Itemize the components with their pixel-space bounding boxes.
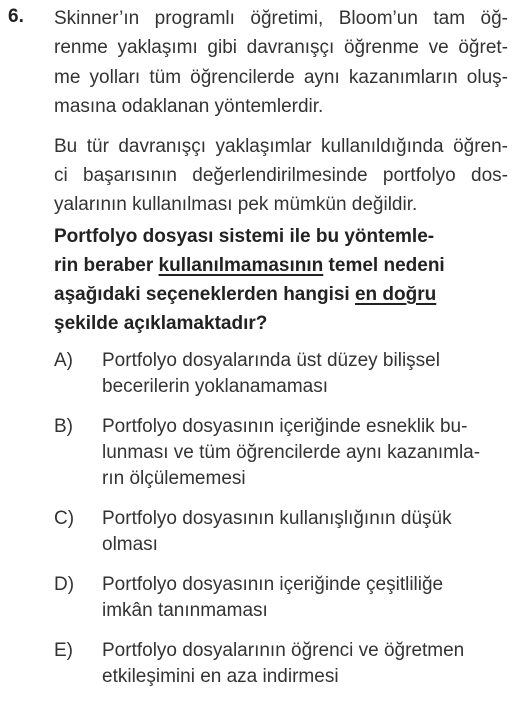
option-d[interactable] [54, 572, 508, 624]
question-body [54, 4, 508, 704]
stem-emphasis-underlined: en doğru [354, 283, 437, 305]
stem-text: rin beraber [54, 254, 159, 276]
option-letter: A) [54, 349, 73, 371]
option-text [102, 572, 508, 624]
option-line: etkileşimini en aza indirmesi [102, 665, 339, 687]
option-line: rın ölçülememesi [102, 467, 246, 489]
option-line: Portfolyo dosyalarının öğrenci ve öğretmen [102, 639, 465, 661]
option-text [102, 638, 508, 690]
option-line: Portfolyo dosyasının içeriğinde çeşitliliğe [102, 573, 444, 595]
intro-paragraph [54, 4, 508, 122]
stem-line: Portfolyo dosyası sistemi ile bu yöntemle- [54, 225, 435, 247]
option-letter: B) [54, 415, 73, 437]
context-paragraph [54, 132, 508, 220]
option-text [102, 348, 508, 400]
stem-line [54, 280, 508, 309]
option-b[interactable] [54, 414, 508, 492]
option-text [102, 506, 508, 558]
option-c[interactable] [54, 506, 508, 558]
option-line: olması [102, 533, 158, 555]
paragraph-line: yalarının kullanılması pek mümkün değildir. [54, 194, 418, 216]
option-e[interactable] [54, 638, 508, 690]
option-a[interactable] [54, 348, 508, 400]
option-line: Portfolyo dosyasının kullanışlığının düşük [102, 507, 452, 529]
stem-emphasis-underlined: kullanılmamasının [158, 254, 324, 276]
paragraph-line: renme yaklaşımı gibi davranışçı öğrenme ve öğret- [54, 37, 508, 59]
stem-text: temel nedeni [323, 254, 445, 276]
paragraph-line: masına odaklanan yöntemlerdir. [54, 96, 324, 118]
option-line: imkân tanınmaması [102, 599, 268, 621]
paragraph-line: Skinner’ın programlı öğretimi, Bloom’un tam öğ- [54, 8, 508, 29]
option-line: lunması ve tüm öğrencilerde aynı kazanımla- [102, 441, 481, 463]
stem-line [54, 251, 508, 280]
question-stem [54, 222, 508, 338]
option-line: Portfolyo dosyasının içeriğinde esneklik bu- [102, 415, 468, 437]
option-line: Portfolyo dosyalarında üst düzey bilişsel [102, 349, 440, 371]
option-text [102, 414, 508, 492]
paragraph-line: ci başarısının değerlendirilmesinde portfolyo dos- [54, 165, 508, 187]
option-letter: E) [54, 639, 73, 661]
stem-text: aşağıdaki seçeneklerden hangisi [54, 283, 355, 305]
option-line: becerilerin yoklanamaması [102, 375, 328, 397]
paragraph-line: Bu tür davranışçı yaklaşımlar kullanıldığında öğren- [54, 135, 508, 157]
stem-line: şekilde açıklamaktadır? [54, 312, 268, 334]
option-letter: D) [54, 573, 75, 595]
option-letter: C) [54, 507, 75, 529]
answer-options [54, 348, 508, 690]
paragraph-line: me yolları tüm öğrencilerde aynı kazanımların oluş- [54, 66, 508, 88]
question-number: 6. [8, 6, 24, 27]
